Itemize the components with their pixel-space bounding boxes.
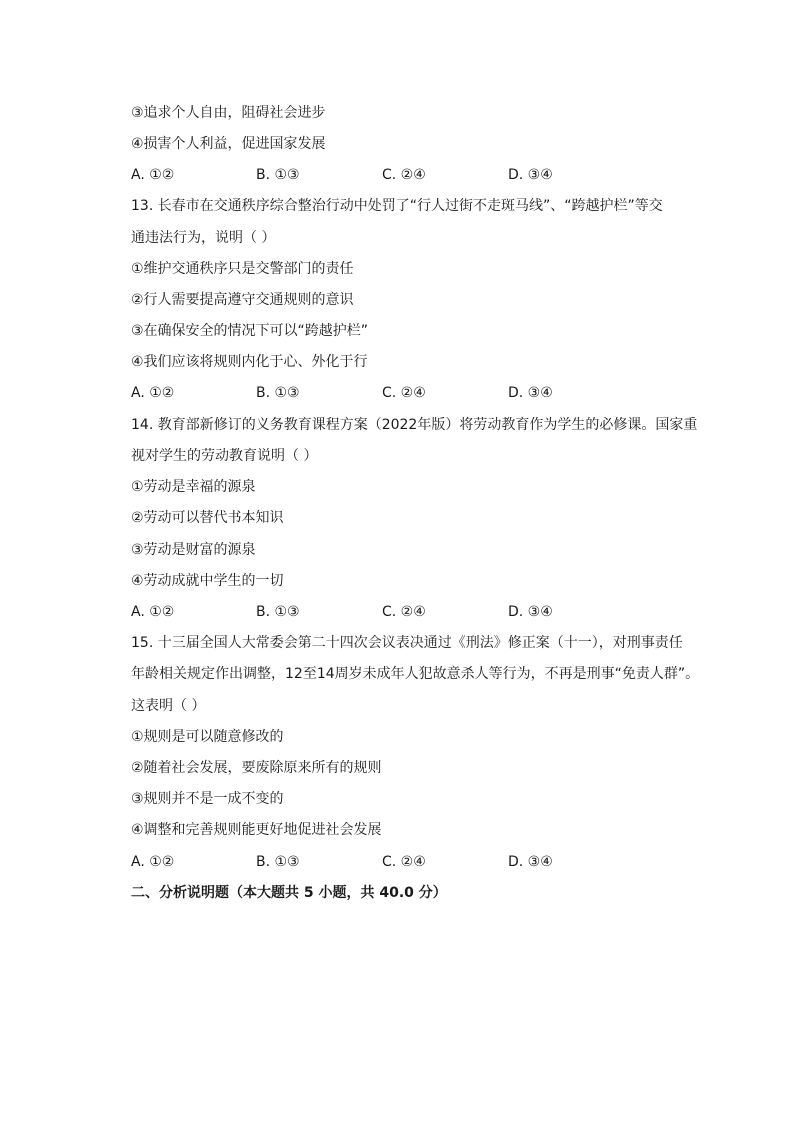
q13-option-2: ②行人需要提高遵守交通规则的意识 xyxy=(131,292,354,308)
q15-choice-c: C. ②④ xyxy=(382,854,426,870)
q15-choice-b: B. ①③ xyxy=(256,854,300,870)
q13-choice-b: B. ①③ xyxy=(256,385,300,401)
q12-choice-b: B. ①③ xyxy=(256,167,300,183)
q15-stem-line-1: 15. 十三届全国人大常委会第二十四次会议表决通过《刑法》修正案（十一），对刑事责任 xyxy=(131,635,683,651)
q12-option-3: ③追求个人自由，阻碍社会进步 xyxy=(131,105,326,121)
q14-option-3: ③劳动是财富的源泉 xyxy=(131,542,256,558)
q15-stem-line-3: 这表明（ ） xyxy=(131,698,206,714)
q13-choice-c: C. ②④ xyxy=(382,385,426,401)
q14-stem-line-2: 视对学生的劳动教育说明（ ） xyxy=(131,448,318,464)
q15-option-4: ④调整和完善规则能更好地促进社会发展 xyxy=(131,822,382,838)
q14-choice-a: A. ①② xyxy=(131,604,175,620)
q12-option-4: ④损害个人利益，促进国家发展 xyxy=(131,136,326,152)
q13-choice-a: A. ①② xyxy=(131,385,175,401)
q14-answer-choices xyxy=(131,603,671,621)
q13-stem-line-2: 通违法行为，说明（ ） xyxy=(131,230,276,246)
q15-choice-d: D. ③④ xyxy=(508,854,553,870)
q12-choice-c: C. ②④ xyxy=(382,167,426,183)
q13-option-3: ③在确保安全的情况下可以“跨越护栏” xyxy=(131,323,369,339)
q14-option-4: ④劳动成就中学生的一切 xyxy=(131,573,284,589)
q15-answer-choices xyxy=(131,853,671,871)
q12-choice-d: D. ③④ xyxy=(508,167,553,183)
q14-stem-line-1: 14. 教育部新修订的义务教育课程方案（2022年版）将劳动教育作为学生的必修课。国家重 xyxy=(131,417,698,433)
q15-stem-line-2: 年龄相关规定作出调整，12至14周岁未成年人犯故意杀人等行为，不再是刑事“免责人群”。 xyxy=(131,666,700,682)
q15-option-2: ②随着社会发展，要废除原来所有的规则 xyxy=(131,760,382,776)
q15-option-3: ③规则并不是一成不变的 xyxy=(131,791,284,807)
q12-choice-a: A. ①② xyxy=(131,167,175,183)
q13-option-4: ④我们应该将规则内化于心、外化于行 xyxy=(131,354,368,370)
q14-choice-b: B. ①③ xyxy=(256,604,300,620)
q14-option-1: ①劳动是幸福的源泉 xyxy=(131,479,256,495)
q13-option-1: ①维护交通秩序只是交警部门的责任 xyxy=(131,261,354,277)
q14-choice-d: D. ③④ xyxy=(508,604,553,620)
section-2-heading: 二、分析说明题（本大题共 5 小题，共 40.0 分） xyxy=(131,885,447,901)
q15-choice-a: A. ①② xyxy=(131,854,175,870)
q13-choice-d: D. ③④ xyxy=(508,385,553,401)
q13-answer-choices xyxy=(131,384,671,402)
q14-choice-c: C. ②④ xyxy=(382,604,426,620)
q14-option-2: ②劳动可以替代书本知识 xyxy=(131,510,284,526)
q12-answer-choices xyxy=(131,166,671,184)
q13-stem-line-1: 13. 长春市在交通秩序综合整治行动中处罚了“行人过街不走斑马线”、“跨越护栏”等交 xyxy=(131,198,663,214)
q15-option-1: ①规则是可以随意修改的 xyxy=(131,729,284,745)
